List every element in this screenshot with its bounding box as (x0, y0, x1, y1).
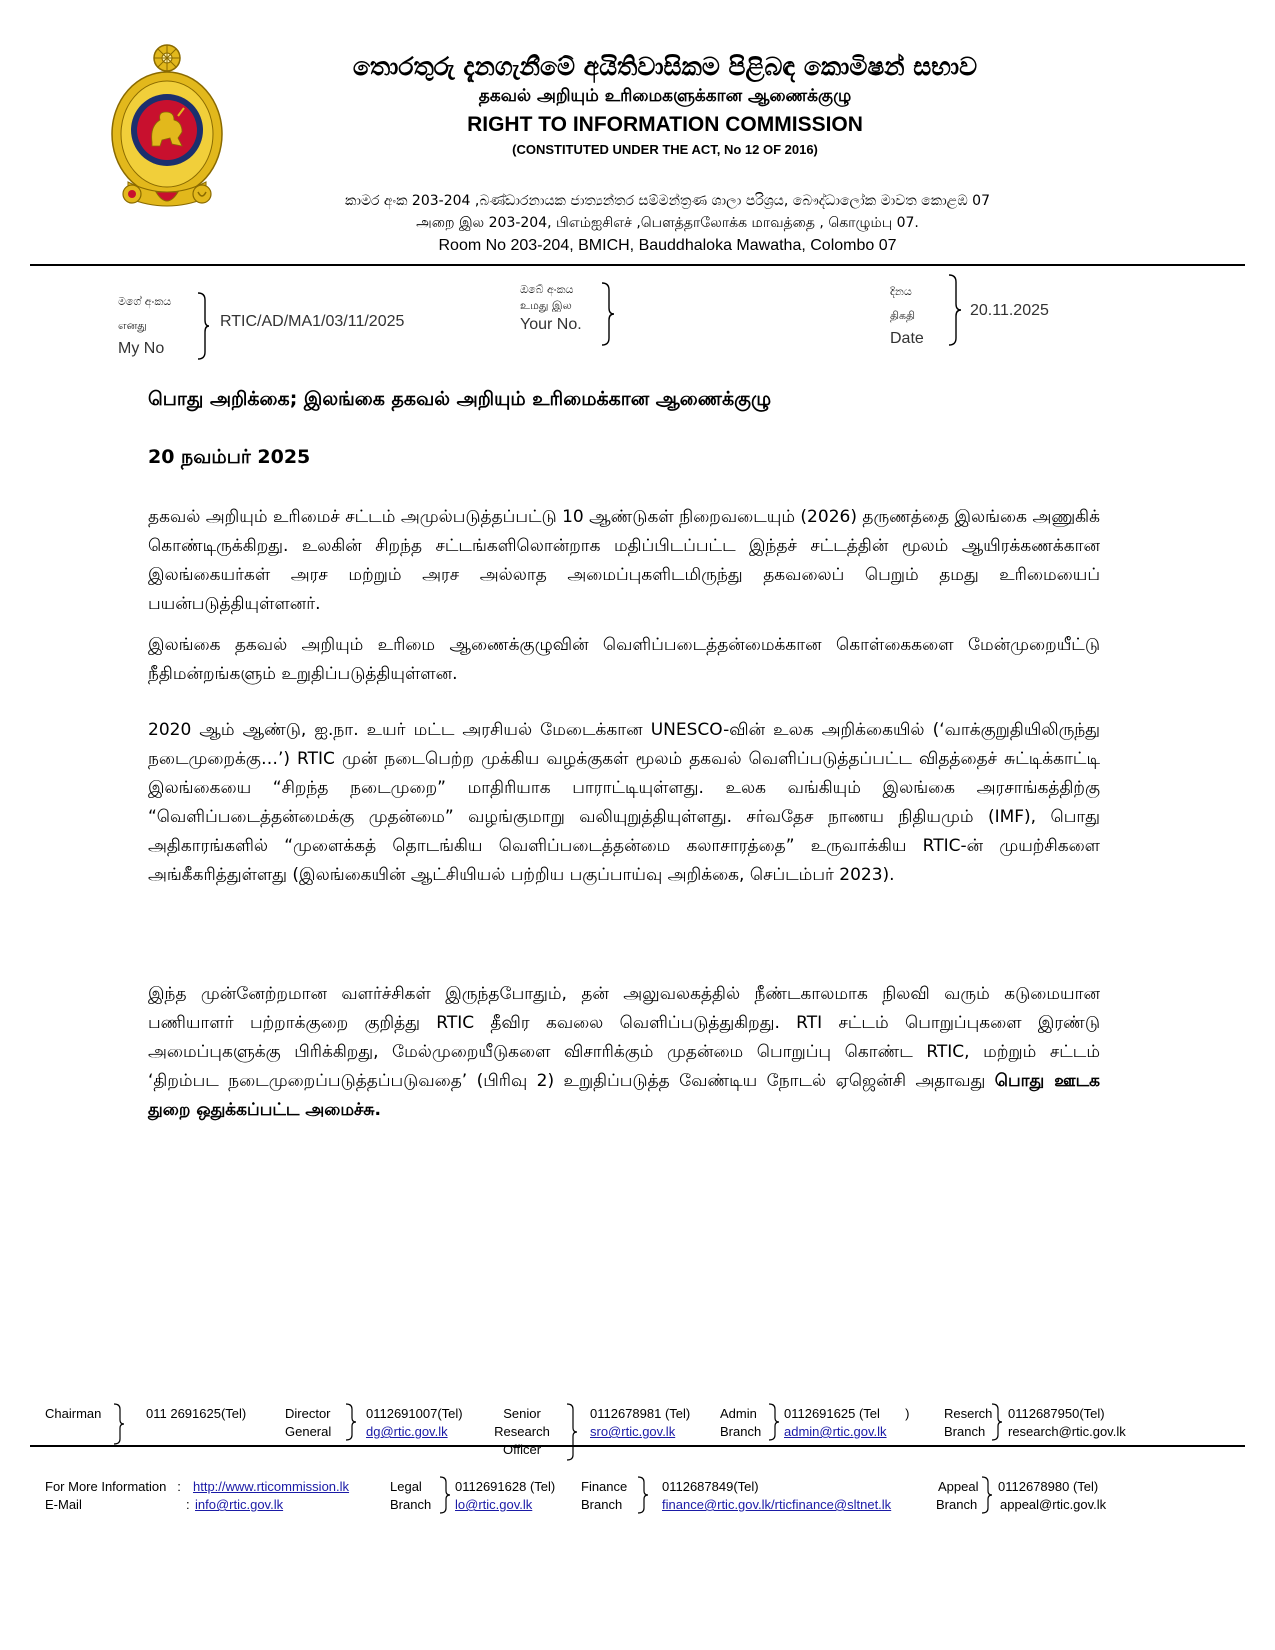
legal-tel: 0112691628 (Tel) (455, 1479, 556, 1494)
more-info-label: For More Information : (45, 1479, 181, 1494)
chairman-tel: 011 2691625(Tel) (146, 1406, 247, 1421)
sro-email-link[interactable]: sro@rtic.gov.lk (590, 1424, 676, 1439)
finance-tel: 0112687849(Tel) (662, 1479, 759, 1494)
paragraph-4-text: இந்த முன்னேற்றமான வளர்ச்சிகள் இருந்தபோதும், தன் அலுவலகத்தில் நீண்டகாலமாக நிலவி வரும் கடுமையான பணியாளர் பற்றாக்குறை குறித்து RTIC தீவிர கவலை வெளிப்படுத்துகிறது. RTI சட்டம் பொறுப்புகளை இரண்டு அமைப்புகளுக்கு பிரிக்கிறது, மேல்முறையீடுகளை விசாரிக்கும் முதன்மை பொறுப்பு கொண்ட RTIC, மற்றும் சட்டம் ‘திறம்பட நடைமுறைப்படுத்தப்படுவதை’ (பிரிவு 2) உறுதிப்படுத்த வேண்டிய நோடல் ஏஜென்சி அதாவது (148, 984, 1100, 1091)
paragraph-4 (148, 980, 1100, 1125)
paragraph-4-container (148, 980, 1100, 1125)
date-label-en: Date (890, 330, 924, 347)
research-email: research@rtic.gov.lk (1008, 1424, 1126, 1439)
chairman-label: Chairman (45, 1406, 102, 1421)
admin-tel: 0112691625 (Tel ) (784, 1406, 910, 1421)
address-tamil: அறை இல 203-204, பிஎம்ஐசிஎச் ,பௌத்தாலோக்க மாவத்தை , கொழும்பு 07. (416, 215, 919, 231)
research-label-1: Reserch (944, 1406, 993, 1421)
statement-date (148, 446, 1100, 471)
sri-lanka-emblem-icon (108, 42, 226, 220)
page-title: பொது அறிக்கை; இலங்கை தகவல் அறியும் உரிமைக்கான ஆணைக்குழு (148, 388, 772, 410)
my-no-value: RTIC/AD/MA1/03/11/2025 (220, 313, 405, 330)
date-label-si: දිනය (890, 285, 912, 298)
email-label: E-Mail (45, 1497, 82, 1512)
paragraph-2-text: இலங்கை தகவல் அறியும் உரிமை ஆணைக்குழுவின் வெளிப்படைத்தன்மைக்கான கொள்கைகளை மேன்முறையீட்டு நீதிமன்றங்களும் உறுதிப்படுத்தியுள்ளன. (148, 635, 1100, 684)
paragraph-3-text: 2020 ஆம் ஆண்டு, ஐ.நா. உயர் மட்ட அரசியல் மேடைக்கான UNESCO-வின் உலக அறிக்கையில் (‘வாக்குறுதியிலிருந்து நடைமுறைக்கு…’) RTIC முன் நடைபெற்ற முக்கிய வழக்குகள் மூலம் தகவல் வெளிப்படுத்தப்பட்ட விதத்தைச் சுட்டிக்காட்டி இலங்கையை “சிறந்த நடைமுறை” மாதிரியாக பாராட்டியுள்ளது. உலக வங்கியும் இலங்கை அரசாங்கத்திற்கு “வெளிப்படைத்தன்மைக்கு முதன்மை” வழங்குமாறு வலியுறுத்தியுள்ளது. சர்வதேச நாணய நிதியமும் (IMF), பொது அதிகாரங்களில் “முளைக்கத் தொடங்கிய வெளிப்படைத்தன்மை கலாசாரத்தை” உருவாக்கிய RTIC-ன் முயற்சிகளை அங்கீகரித்துள்ளது (இலங்கையின் ஆட்சியியல் பற்றிய பகுப்பாய்வு அறிக்கை, செப்டம்பர் 2023). (148, 720, 1100, 885)
paragraph-3 (148, 716, 1100, 890)
date-label-ta: திகதி (890, 309, 916, 322)
date-value: 20.11.2025 (970, 302, 1049, 319)
finance-label-2: Branch (581, 1497, 623, 1512)
title-english: RIGHT TO INFORMATION COMMISSION (467, 113, 863, 136)
finance-email-link[interactable]: finance@rtic.gov.lk/rticfinance@sltnet.lk (662, 1497, 892, 1512)
my-no-label-en: My No (118, 340, 165, 357)
my-no-block (118, 290, 171, 360)
brace-icon (947, 274, 963, 346)
letterhead-address (250, 190, 1085, 258)
header-divider (30, 264, 1245, 266)
director-label-2: General (285, 1424, 332, 1439)
legal-label-1: Legal (390, 1479, 422, 1494)
brace-icon (767, 1403, 781, 1441)
sro-label-3: Officer (502, 1442, 542, 1457)
date-block (890, 280, 924, 350)
title-tamil: தகவல் அறியும் உரிமைகளுக்கான ஆணைக்குழு (478, 86, 852, 106)
paragraph-1-text: தகவல் அறியும் உரிமைச் சட்டம் அமுல்படுத்தப்பட்டு 10 ஆண்டுகள் நிறைவடையும் (2026) தருணத்தை இலங்கை அணுகிக் கொண்டிருக்கிறது. உலகின் சிறந்த சட்டங்களிலொன்றாக மதிப்பிடப்பட்ட இந்தச் சட்டத்தின் மூலம் ஆயிரக்கணக்கான இலங்கையர்கள் அரச மற்றும் அரச அல்லாத அமைப்புகளிடமிருந்து தகவலைப் பெறும் தமது உரிமையைப் பயன்படுத்தியுள்ளனர். (148, 507, 1100, 614)
director-tel: 0112691007(Tel) (366, 1406, 463, 1421)
legal-label-2: Branch (390, 1497, 432, 1512)
address-english: Room No 203-204, BMICH, Bauddhaloka Mawatha, Colombo 07 (438, 237, 897, 254)
title-sinhala: තොරතුරු දැනගැනීමේ අයිතිවාසිකම පිළිබඳ කොමිෂන් සභාව (352, 52, 978, 81)
research-label-2: Branch (944, 1424, 986, 1439)
letterhead-title (240, 50, 1090, 160)
brace-icon (636, 1476, 650, 1514)
appeal-label-1: Appeal (938, 1479, 979, 1494)
sro-label-1: Senior (503, 1406, 541, 1421)
email-colon: : (186, 1497, 190, 1512)
brace-icon (600, 282, 616, 346)
website-link[interactable]: http://www.rticommission.lk (193, 1479, 350, 1494)
paragraph-2 (148, 631, 1100, 689)
director-email-link[interactable]: dg@rtic.gov.lk (366, 1424, 448, 1439)
admin-email-link[interactable]: admin@rtic.gov.lk (784, 1424, 887, 1439)
admin-label-1: Admin (720, 1406, 757, 1421)
footer-divider (30, 1445, 1245, 1447)
statement-heading (148, 388, 1100, 413)
your-no-label-si: ඔබේ අංකය (520, 283, 574, 296)
title-subtitle: (CONSTITUTED UNDER THE ACT, No 12 OF 2016) (512, 142, 818, 157)
your-no-label-ta: உமது இல (520, 299, 572, 312)
legal-email-link[interactable]: lo@rtic.gov.lk (455, 1497, 533, 1512)
brace-icon (438, 1476, 452, 1514)
date-line: 20 நவம்பர் 2025 (148, 446, 311, 468)
brace-icon (565, 1403, 579, 1461)
my-no-label-si: මගේ අංකය (118, 295, 172, 308)
appeal-label-2: Branch (936, 1497, 978, 1512)
brace-icon (112, 1403, 126, 1445)
address-sinhala: කාමර අංක 203-204 ,බණ්ඩාරනායක ජාත්‍යන්තර සම්මන්ත්‍රණ ශාලා පරිශ්‍රය, බෞද්ධාලෝක මාවත කොළඹ 07 (344, 193, 990, 209)
brace-icon (344, 1403, 358, 1441)
info-email-link[interactable]: info@rtic.gov.lk (195, 1497, 284, 1512)
sro-tel: 0112678981 (Tel) (590, 1406, 691, 1421)
your-no-block (520, 282, 582, 336)
appeal-tel: 0112678980 (Tel) (998, 1479, 1099, 1494)
paragraph-4-bold: பொது ஊடக துறை ஒதுக்கப்பட்ட அமைச்சு. (148, 1071, 1100, 1120)
brace-icon (990, 1403, 1004, 1441)
director-label-1: Director (285, 1406, 331, 1421)
your-no-label-en: Your No. (520, 316, 582, 333)
admin-label-2: Branch (720, 1424, 762, 1439)
research-tel: 0112687950(Tel) (1008, 1406, 1105, 1421)
finance-label-1: Finance (581, 1479, 628, 1494)
appeal-email: appeal@rtic.gov.lk (1000, 1497, 1107, 1512)
paragraph-1 (148, 503, 1100, 619)
brace-icon (980, 1476, 994, 1514)
my-no-label-ta: எனது (118, 319, 147, 332)
brace-icon (196, 292, 210, 360)
sro-label-2: Research (494, 1424, 550, 1439)
